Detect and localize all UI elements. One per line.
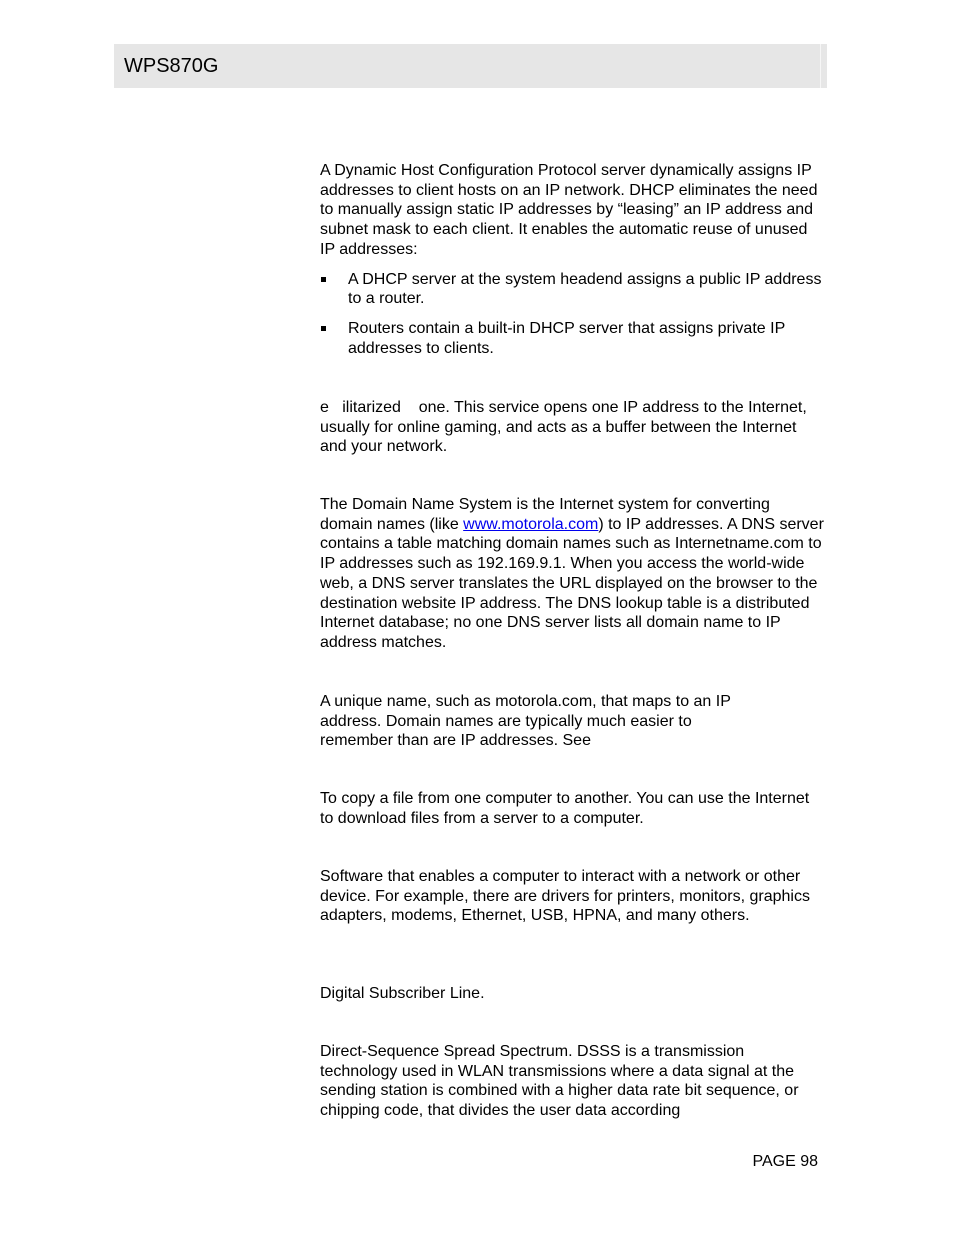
glossary-entry-driver	[320, 867, 825, 984]
glossary-entry-dhcp	[320, 161, 825, 398]
definition-text	[320, 495, 825, 653]
motorola-link[interactable]: www.motorola.com	[463, 515, 599, 533]
definition-text: A unique name, such as motorola.com, that maps to an IP address. Domain names are typically much easier to remember than are IP addresses. See	[320, 693, 731, 750]
list-item-text: A DHCP server at the system headend assigns a public IP address to a router.	[348, 270, 822, 308]
glossary-entry-download	[320, 789, 825, 867]
square-bullet-icon	[321, 277, 326, 282]
definition-text: To copy a file from one computer to another. You can use the Internet to download files from a server to a computer.	[320, 790, 810, 827]
definition-text-part: The Domain Name System is the Internet system for converting domain names (like	[320, 496, 770, 533]
list-item-text: Routers contain a built-in DHCP server that assigns private IP addresses to clients.	[348, 319, 785, 357]
definition-text: Software that enables a computer to interact with a network or other device. For example, there are drivers for printers, monitors, graphics adapters, modems, Ethernet, USB, HPNA, and many others.	[320, 868, 810, 925]
header-edge-line	[820, 44, 821, 88]
glossary-entry-domain-name	[320, 692, 750, 789]
page-header	[114, 44, 827, 88]
definition-text: Digital Subscriber Line.	[320, 985, 485, 1002]
list-item	[320, 319, 825, 358]
bullet-list	[320, 270, 825, 359]
definition-text-part: ) to IP addresses. A DNS server contains a table matching domain names such as Internetname.com to IP addresses such as 192.169.9.1. When you access the world-wide web, a DNS server translates the URL displayed on the browser to the destination website IP address. The DNS lookup table is a distributed Internet database; no one DNS server lists all domain name to IP address matches.	[320, 515, 824, 651]
glossary-entry-dsl	[320, 984, 825, 1042]
definition-text: e ilitarized one. This service opens one IP address to the Internet, usually for online gaming, and acts as a buffer between the Internet and your network.	[320, 399, 807, 456]
document-title: WPS870G	[124, 55, 219, 77]
glossary-content	[320, 161, 825, 1121]
glossary-entry-dsss	[320, 1042, 825, 1121]
square-bullet-icon	[321, 326, 326, 331]
list-item	[320, 270, 825, 309]
glossary-entry-dns	[320, 495, 825, 692]
definition-text: A Dynamic Host Configuration Protocol server dynamically assigns IP addresses to client hosts on an IP network. DHCP eliminates the need to manually assign static IP addresses by “leasing” an IP address and subnet mask to each client. It enables the automatic reuse of unused IP addresses:	[320, 162, 818, 258]
definition-text: Direct-Sequence Spread Spectrum. DSSS is a transmission technology used in WLAN transmissions where a data signal at the sending station is combined with a higher data rate bit sequence, or chipping code, that divides the user data according	[320, 1043, 799, 1120]
page-number: PAGE 98	[752, 1153, 818, 1170]
glossary-entry-dmz	[320, 398, 825, 495]
